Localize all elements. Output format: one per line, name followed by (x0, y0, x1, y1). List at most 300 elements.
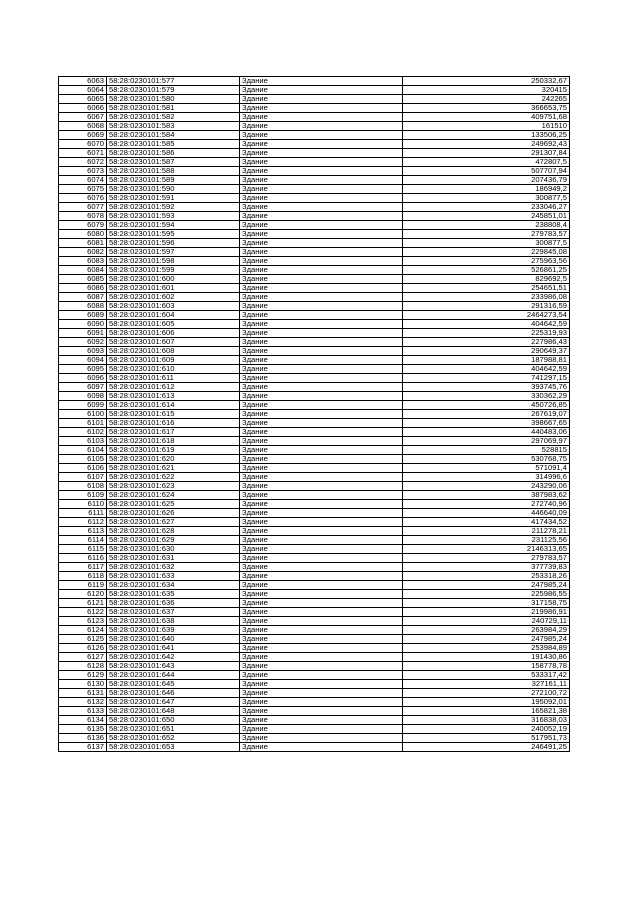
row-number-cell: 6116 (59, 554, 107, 563)
object-type-cell: Здание (240, 599, 403, 608)
object-type-cell: Здание (240, 158, 403, 167)
row-number-cell: 6070 (59, 140, 107, 149)
object-type-cell: Здание (240, 221, 403, 230)
cadastral-number-cell: 58:28:0230101:594 (107, 221, 240, 230)
table-row (59, 320, 570, 329)
table-row (59, 374, 570, 383)
object-type-cell: Здание (240, 275, 403, 284)
table-row (59, 734, 570, 743)
cadastral-value-cell: 240729,11 (403, 617, 570, 626)
cadastral-value-cell: 528815 (403, 446, 570, 455)
row-number-cell: 6071 (59, 149, 107, 158)
object-type-cell: Здание (240, 662, 403, 671)
table-row (59, 401, 570, 410)
cadastral-value-cell: 2464273,54 (403, 311, 570, 320)
object-type-cell: Здание (240, 491, 403, 500)
table-row (59, 518, 570, 527)
cadastral-value-cell: 507707,94 (403, 167, 570, 176)
object-type-cell: Здание (240, 446, 403, 455)
row-number-cell: 6067 (59, 113, 107, 122)
object-type-cell: Здание (240, 104, 403, 113)
object-type-cell: Здание (240, 725, 403, 734)
cadastral-number-cell: 58:28:0230101:626 (107, 509, 240, 518)
object-type-cell: Здание (240, 518, 403, 527)
table-row (59, 725, 570, 734)
table-row (59, 509, 570, 518)
row-number-cell: 6137 (59, 743, 107, 752)
object-type-cell: Здание (240, 509, 403, 518)
cadastral-number-cell: 58:28:0230101:634 (107, 581, 240, 590)
cadastral-number-cell: 58:28:0230101:631 (107, 554, 240, 563)
cadastral-number-cell: 58:28:0230101:577 (107, 77, 240, 86)
cadastral-value-cell: 233046,27 (403, 203, 570, 212)
row-number-cell: 6064 (59, 86, 107, 95)
row-number-cell: 6076 (59, 194, 107, 203)
object-type-cell: Здание (240, 383, 403, 392)
cadastral-number-cell: 58:28:0230101:637 (107, 608, 240, 617)
row-number-cell: 6106 (59, 464, 107, 473)
cadastral-value-cell: 829692,5 (403, 275, 570, 284)
row-number-cell: 6118 (59, 572, 107, 581)
table-row (59, 662, 570, 671)
object-type-cell: Здание (240, 113, 403, 122)
row-number-cell: 6101 (59, 419, 107, 428)
row-number-cell: 6082 (59, 248, 107, 257)
cadastral-number-cell: 58:28:0230101:591 (107, 194, 240, 203)
cadastral-value-cell: 225319,93 (403, 329, 570, 338)
object-type-cell: Здание (240, 689, 403, 698)
object-type-cell: Здание (240, 131, 403, 140)
cadastral-value-cell: 377739,83 (403, 563, 570, 572)
object-type-cell: Здание (240, 365, 403, 374)
object-type-cell: Здание (240, 527, 403, 536)
table-row (59, 635, 570, 644)
object-type-cell: Здание (240, 617, 403, 626)
table-row (59, 302, 570, 311)
cadastral-value-cell: 530768,75 (403, 455, 570, 464)
table-row (59, 392, 570, 401)
table-row (59, 653, 570, 662)
cadastral-number-cell: 58:28:0230101:583 (107, 122, 240, 131)
row-number-cell: 6128 (59, 662, 107, 671)
cadastral-value-cell: 242265 (403, 95, 570, 104)
table-row (59, 347, 570, 356)
row-number-cell: 6127 (59, 653, 107, 662)
cadastral-value-cell: 227986,43 (403, 338, 570, 347)
row-number-cell: 6092 (59, 338, 107, 347)
table-row (59, 608, 570, 617)
cadastral-number-cell: 58:28:0230101:647 (107, 698, 240, 707)
object-type-cell: Здание (240, 482, 403, 491)
cadastral-number-cell: 58:28:0230101:641 (107, 644, 240, 653)
cadastral-number-cell: 58:28:0230101:618 (107, 437, 240, 446)
table-row (59, 698, 570, 707)
object-type-cell: Здание (240, 608, 403, 617)
cadastral-number-cell: 58:28:0230101:595 (107, 230, 240, 239)
table-row (59, 671, 570, 680)
object-type-cell: Здание (240, 329, 403, 338)
table-row (59, 707, 570, 716)
cadastral-number-cell: 58:28:0230101:584 (107, 131, 240, 140)
table-row (59, 689, 570, 698)
table-row (59, 212, 570, 221)
table-row (59, 500, 570, 509)
object-type-cell: Здание (240, 356, 403, 365)
cadastral-number-cell: 58:28:0230101:624 (107, 491, 240, 500)
row-number-cell: 6099 (59, 401, 107, 410)
cadastral-number-cell: 58:28:0230101:579 (107, 86, 240, 95)
table-row (59, 230, 570, 239)
table-row (59, 572, 570, 581)
cadastral-value-cell: 398667,65 (403, 419, 570, 428)
cadastral-value-cell: 267619,07 (403, 410, 570, 419)
cadastral-value-cell: 191430,86 (403, 653, 570, 662)
cadastral-value-cell: 327161,11 (403, 680, 570, 689)
cadastral-value-cell: 291316,59 (403, 302, 570, 311)
cadastral-number-cell: 58:28:0230101:582 (107, 113, 240, 122)
cadastral-number-cell: 58:28:0230101:606 (107, 329, 240, 338)
cadastral-value-cell: 187988,81 (403, 356, 570, 365)
table-row (59, 239, 570, 248)
table-row (59, 329, 570, 338)
row-number-cell: 6131 (59, 689, 107, 698)
table-row (59, 257, 570, 266)
cadastral-value-cell: 250332,67 (403, 77, 570, 86)
row-number-cell: 6081 (59, 239, 107, 248)
row-number-cell: 6117 (59, 563, 107, 572)
row-number-cell: 6080 (59, 230, 107, 239)
table-row (59, 149, 570, 158)
cadastral-value-cell: 253318,26 (403, 572, 570, 581)
cadastral-number-cell: 58:28:0230101:640 (107, 635, 240, 644)
cadastral-value-cell: 247985,24 (403, 581, 570, 590)
object-type-cell: Здание (240, 95, 403, 104)
cadastral-value-cell: 291307,84 (403, 149, 570, 158)
cadastral-number-cell: 58:28:0230101:629 (107, 536, 240, 545)
cadastral-value-cell: 249692,43 (403, 140, 570, 149)
object-type-cell: Здание (240, 140, 403, 149)
table-row (59, 599, 570, 608)
object-type-cell: Здание (240, 167, 403, 176)
table-row (59, 131, 570, 140)
cadastral-number-cell: 58:28:0230101:610 (107, 365, 240, 374)
cadastral-value-cell: 279783,57 (403, 230, 570, 239)
cadastral-number-cell: 58:28:0230101:628 (107, 527, 240, 536)
cadastral-number-cell: 58:28:0230101:612 (107, 383, 240, 392)
cadastral-value-cell: 219986,91 (403, 608, 570, 617)
cadastral-value-cell: 254651,51 (403, 284, 570, 293)
cadastral-number-cell: 58:28:0230101:644 (107, 671, 240, 680)
cadastral-value-cell: 240052,19 (403, 725, 570, 734)
cadastral-value-cell: 233986,08 (403, 293, 570, 302)
table-row (59, 419, 570, 428)
cadastral-value-cell: 300877,5 (403, 194, 570, 203)
cadastral-number-cell: 58:28:0230101:632 (107, 563, 240, 572)
cadastral-value-cell: 316838,03 (403, 716, 570, 725)
table-row (59, 428, 570, 437)
object-type-cell: Здание (240, 392, 403, 401)
table-row (59, 77, 570, 86)
table-row (59, 446, 570, 455)
row-number-cell: 6123 (59, 617, 107, 626)
cadastral-number-cell: 58:28:0230101:608 (107, 347, 240, 356)
row-number-cell: 6126 (59, 644, 107, 653)
row-number-cell: 6074 (59, 176, 107, 185)
cadastral-value-cell: 158778,78 (403, 662, 570, 671)
object-type-cell: Здание (240, 428, 403, 437)
object-type-cell: Здание (240, 194, 403, 203)
object-type-cell: Здание (240, 293, 403, 302)
row-number-cell: 6102 (59, 428, 107, 437)
table-row (59, 482, 570, 491)
object-type-cell: Здание (240, 653, 403, 662)
cadastral-number-cell: 58:28:0230101:611 (107, 374, 240, 383)
object-type-cell: Здание (240, 545, 403, 554)
object-type-cell: Здание (240, 203, 403, 212)
cadastral-value-cell: 247985,24 (403, 635, 570, 644)
row-number-cell: 6094 (59, 356, 107, 365)
table-row (59, 383, 570, 392)
cadastral-number-cell: 58:28:0230101:619 (107, 446, 240, 455)
row-number-cell: 6120 (59, 590, 107, 599)
cadastral-value-cell: 263984,29 (403, 626, 570, 635)
cadastral-number-cell: 58:28:0230101:596 (107, 239, 240, 248)
object-type-cell: Здание (240, 464, 403, 473)
cadastral-value-cell: 330362,29 (403, 392, 570, 401)
cadastral-number-cell: 58:28:0230101:621 (107, 464, 240, 473)
cadastral-number-cell: 58:28:0230101:597 (107, 248, 240, 257)
table-row (59, 293, 570, 302)
row-number-cell: 6086 (59, 284, 107, 293)
row-number-cell: 6065 (59, 95, 107, 104)
row-number-cell: 6133 (59, 707, 107, 716)
object-type-cell: Здание (240, 248, 403, 257)
cadastral-value-cell: 440483,06 (403, 428, 570, 437)
row-number-cell: 6110 (59, 500, 107, 509)
object-type-cell: Здание (240, 680, 403, 689)
cadastral-value-cell: 297069,97 (403, 437, 570, 446)
object-type-cell: Здание (240, 473, 403, 482)
table-row (59, 266, 570, 275)
cadastral-number-cell: 58:28:0230101:650 (107, 716, 240, 725)
cadastral-number-cell: 58:28:0230101:627 (107, 518, 240, 527)
row-number-cell: 6105 (59, 455, 107, 464)
cadastral-number-cell: 58:28:0230101:625 (107, 500, 240, 509)
cadastral-value-cell: 161510 (403, 122, 570, 131)
cadastral-value-cell: 165821,38 (403, 707, 570, 716)
table-row (59, 365, 570, 374)
object-type-cell: Здание (240, 644, 403, 653)
object-type-cell: Здание (240, 284, 403, 293)
cadastral-number-cell: 58:28:0230101:599 (107, 266, 240, 275)
object-type-cell: Здание (240, 302, 403, 311)
object-type-cell: Здание (240, 707, 403, 716)
cadastral-number-cell: 58:28:0230101:614 (107, 401, 240, 410)
row-number-cell: 6125 (59, 635, 107, 644)
table-row (59, 311, 570, 320)
table-row (59, 527, 570, 536)
object-type-cell: Здание (240, 581, 403, 590)
cadastral-number-cell: 58:28:0230101:609 (107, 356, 240, 365)
row-number-cell: 6111 (59, 509, 107, 518)
cadastral-value-cell: 450726,85 (403, 401, 570, 410)
cadastral-value-cell: 404642,59 (403, 365, 570, 374)
cadastral-number-cell: 58:28:0230101:633 (107, 572, 240, 581)
cadastral-value-cell: 272100,72 (403, 689, 570, 698)
row-number-cell: 6113 (59, 527, 107, 536)
cadastral-number-cell: 58:28:0230101:588 (107, 167, 240, 176)
cadastral-number-cell: 58:28:0230101:630 (107, 545, 240, 554)
object-type-cell: Здание (240, 455, 403, 464)
object-type-cell: Здание (240, 716, 403, 725)
cadastral-number-cell: 58:28:0230101:613 (107, 392, 240, 401)
cadastral-value-cell: 133506,25 (403, 131, 570, 140)
row-number-cell: 6088 (59, 302, 107, 311)
row-number-cell: 6089 (59, 311, 107, 320)
object-type-cell: Здание (240, 500, 403, 509)
row-number-cell: 6084 (59, 266, 107, 275)
table-row (59, 167, 570, 176)
cadastral-value-cell: 417434,52 (403, 518, 570, 527)
row-number-cell: 6132 (59, 698, 107, 707)
table-row (59, 86, 570, 95)
table-row (59, 356, 570, 365)
table-row (59, 248, 570, 257)
row-number-cell: 6068 (59, 122, 107, 131)
object-type-cell: Здание (240, 311, 403, 320)
object-type-cell: Здание (240, 401, 403, 410)
cadastral-number-cell: 58:28:0230101:636 (107, 599, 240, 608)
cadastral-number-cell: 58:28:0230101:651 (107, 725, 240, 734)
object-type-cell: Здание (240, 437, 403, 446)
cadastral-value-cell: 229845,08 (403, 248, 570, 257)
cadastral-value-cell: 211278,21 (403, 527, 570, 536)
table-row (59, 437, 570, 446)
row-number-cell: 6124 (59, 626, 107, 635)
object-type-cell: Здание (240, 374, 403, 383)
cadastral-number-cell: 58:28:0230101:604 (107, 311, 240, 320)
cadastral-value-cell: 290649,37 (403, 347, 570, 356)
cadastral-number-cell: 58:28:0230101:639 (107, 626, 240, 635)
table-row (59, 185, 570, 194)
table-body (59, 77, 570, 752)
object-type-cell: Здание (240, 230, 403, 239)
row-number-cell: 6130 (59, 680, 107, 689)
cadastral-value-cell: 571091,4 (403, 464, 570, 473)
cadastral-number-cell: 58:28:0230101:642 (107, 653, 240, 662)
object-type-cell: Здание (240, 185, 403, 194)
cadastral-number-cell: 58:28:0230101:600 (107, 275, 240, 284)
table-row (59, 716, 570, 725)
object-type-cell: Здание (240, 572, 403, 581)
row-number-cell: 6129 (59, 671, 107, 680)
cadastral-value-cell: 741297,15 (403, 374, 570, 383)
table-row (59, 590, 570, 599)
row-number-cell: 6085 (59, 275, 107, 284)
object-type-cell: Здание (240, 698, 403, 707)
row-number-cell: 6119 (59, 581, 107, 590)
cadastral-value-cell: 207436,79 (403, 176, 570, 185)
row-number-cell: 6090 (59, 320, 107, 329)
object-type-cell: Здание (240, 320, 403, 329)
table-row (59, 140, 570, 149)
object-type-cell: Здание (240, 734, 403, 743)
object-type-cell: Здание (240, 149, 403, 158)
cadastral-number-cell: 58:28:0230101:620 (107, 455, 240, 464)
row-number-cell: 6135 (59, 725, 107, 734)
cadastral-number-cell: 58:28:0230101:638 (107, 617, 240, 626)
cadastral-value-cell: 387983,62 (403, 491, 570, 500)
row-number-cell: 6063 (59, 77, 107, 86)
object-type-cell: Здание (240, 257, 403, 266)
table-row (59, 617, 570, 626)
table-row (59, 455, 570, 464)
row-number-cell: 6097 (59, 383, 107, 392)
object-type-cell: Здание (240, 671, 403, 680)
cadastral-number-cell: 58:28:0230101:587 (107, 158, 240, 167)
object-type-cell: Здание (240, 635, 403, 644)
cadastral-value-cell: 186949,2 (403, 185, 570, 194)
cadastral-number-cell: 58:28:0230101:635 (107, 590, 240, 599)
row-number-cell: 6122 (59, 608, 107, 617)
object-type-cell: Здание (240, 536, 403, 545)
cadastral-number-cell: 58:28:0230101:585 (107, 140, 240, 149)
cadastral-value-cell: 243290,06 (403, 482, 570, 491)
cadastral-value-cell: 272740,96 (403, 500, 570, 509)
row-number-cell: 6109 (59, 491, 107, 500)
object-type-cell: Здание (240, 176, 403, 185)
row-number-cell: 6069 (59, 131, 107, 140)
table-row (59, 338, 570, 347)
table-row (59, 563, 570, 572)
table-row (59, 545, 570, 554)
table-row (59, 203, 570, 212)
row-number-cell: 6073 (59, 167, 107, 176)
cadastral-number-cell: 58:28:0230101:592 (107, 203, 240, 212)
table-row (59, 95, 570, 104)
object-type-cell: Здание (240, 743, 403, 752)
table-row (59, 464, 570, 473)
cadastral-number-cell: 58:28:0230101:652 (107, 734, 240, 743)
cadastral-value-cell: 279783,57 (403, 554, 570, 563)
cadastral-value-cell: 245851,01 (403, 212, 570, 221)
table-row (59, 113, 570, 122)
cadastral-number-cell: 58:28:0230101:598 (107, 257, 240, 266)
cadastral-number-cell: 58:28:0230101:643 (107, 662, 240, 671)
row-number-cell: 6093 (59, 347, 107, 356)
object-type-cell: Здание (240, 212, 403, 221)
row-number-cell: 6077 (59, 203, 107, 212)
row-number-cell: 6095 (59, 365, 107, 374)
object-type-cell: Здание (240, 563, 403, 572)
cadastral-number-cell: 58:28:0230101:590 (107, 185, 240, 194)
table-row (59, 743, 570, 752)
row-number-cell: 6121 (59, 599, 107, 608)
cadastral-value-cell: 314996,6 (403, 473, 570, 482)
table-row (59, 554, 570, 563)
table-row (59, 473, 570, 482)
cadastral-number-cell: 58:28:0230101:593 (107, 212, 240, 221)
cadastral-number-cell: 58:28:0230101:646 (107, 689, 240, 698)
cadastral-value-cell: 246491,25 (403, 743, 570, 752)
cadastral-value-cell: 238808,4 (403, 221, 570, 230)
row-number-cell: 6066 (59, 104, 107, 113)
cadastral-value-cell: 225986,55 (403, 590, 570, 599)
row-number-cell: 6104 (59, 446, 107, 455)
cadastral-number-cell: 58:28:0230101:617 (107, 428, 240, 437)
cadastral-number-cell: 58:28:0230101:615 (107, 410, 240, 419)
table-row (59, 221, 570, 230)
